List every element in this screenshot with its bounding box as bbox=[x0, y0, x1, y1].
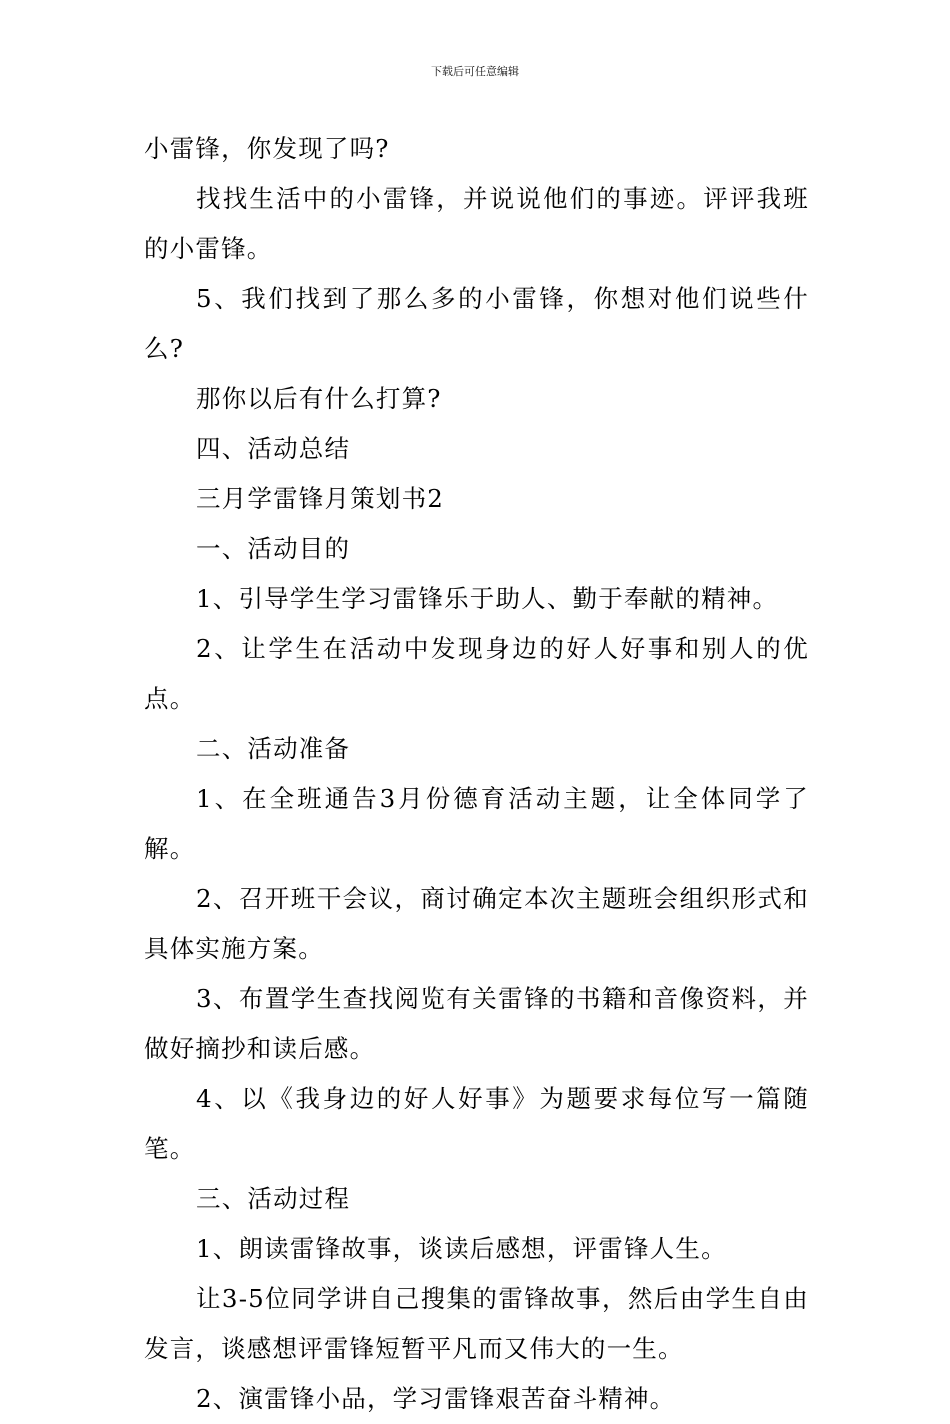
paragraph: 1、引导学生学习雷锋乐于助人、勤于奉献的精神。 bbox=[196, 584, 779, 613]
paragraph: 2、让学生在活动中发现身边的好人好事和别人的优点。 bbox=[144, 634, 809, 713]
paragraph: 1、朗读雷锋故事，谈读后感想，评雷锋人生。 bbox=[196, 1234, 727, 1263]
document-body bbox=[144, 124, 809, 1424]
page-header-note: 下载后可任意编辑 bbox=[431, 65, 519, 78]
section-heading: 四、活动总结 bbox=[196, 434, 351, 463]
document-title: 三月学雷锋月策划书2 bbox=[196, 484, 445, 513]
section-heading: 三、活动过程 bbox=[196, 1184, 351, 1213]
paragraph: 找找生活中的小雷锋，并说说他们的事迹。评评我班的小雷锋。 bbox=[144, 184, 809, 263]
paragraph: 2、召开班干会议，商讨确定本次主题班会组织形式和具体实施方案。 bbox=[144, 884, 809, 963]
paragraph: 小雷锋，你发现了吗? bbox=[144, 134, 390, 163]
paragraph: 3、布置学生查找阅览有关雷锋的书籍和音像资料，并做好摘抄和读后感。 bbox=[144, 984, 809, 1063]
paragraph: 5、我们找到了那么多的小雷锋，你想对他们说些什么? bbox=[144, 284, 809, 363]
paragraph: 那你以后有什么打算? bbox=[196, 384, 442, 413]
paragraph: 让3-5位同学讲自己搜集的雷锋故事，然后由学生自由发言，谈感想评雷锋短暂平凡而又伟大的一生。 bbox=[144, 1284, 809, 1363]
paragraph: 2、演雷锋小品，学习雷锋艰苦奋斗精神。 bbox=[196, 1384, 676, 1413]
paragraph: 1、在全班通告3月份德育活动主题，让全体同学了解。 bbox=[144, 784, 809, 863]
paragraph: 4、以《我身边的好人好事》为题要求每位写一篇随笔。 bbox=[144, 1084, 809, 1163]
section-heading: 一、活动目的 bbox=[196, 534, 351, 563]
section-heading: 二、活动准备 bbox=[196, 734, 351, 763]
